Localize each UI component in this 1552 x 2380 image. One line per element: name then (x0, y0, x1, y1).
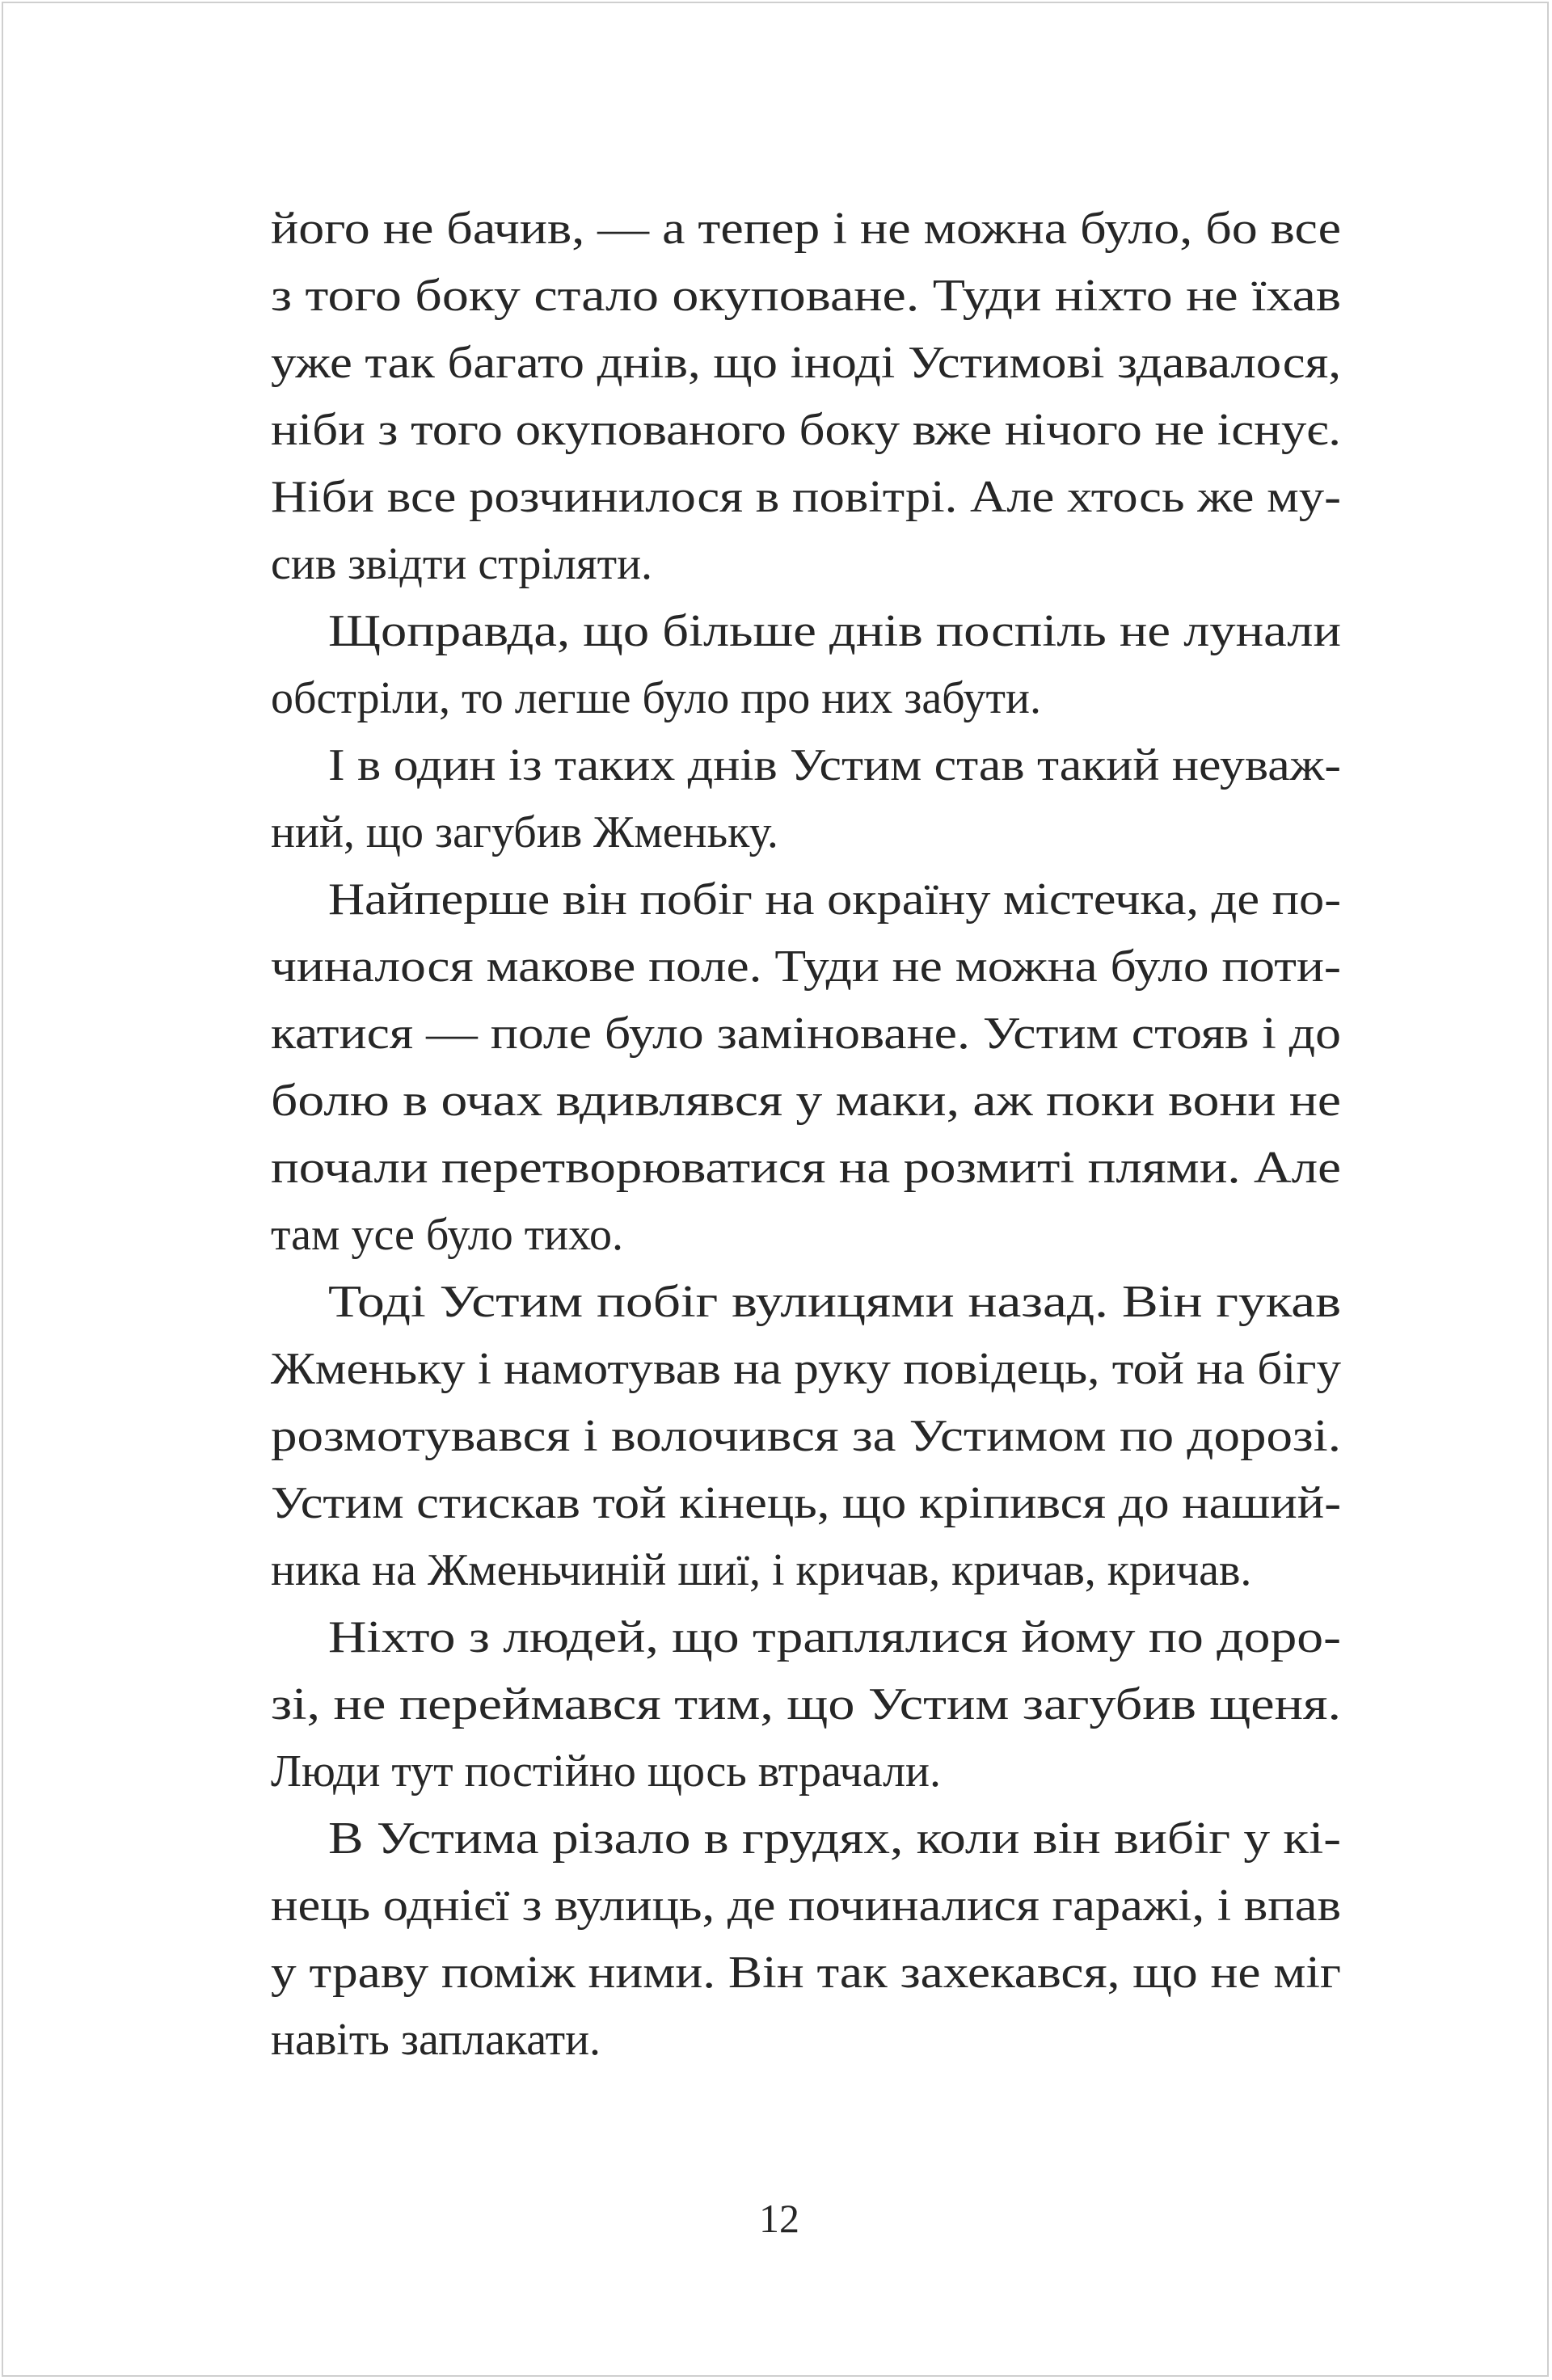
text-line (271, 1068, 1341, 1135)
text-line-content: у траву поміж ними. Він так захекався, що не міг (271, 1948, 1341, 1998)
text-line (271, 1470, 1341, 1537)
text-line (271, 330, 1341, 397)
text-line-content: Тоді Устим побіг вулицями назад. Він гукав (328, 1277, 1341, 1327)
text-line (271, 1872, 1341, 1940)
text-line-content: І в один із таких днів Устим став такий неуваж- (328, 740, 1341, 790)
text-line-content: В Устима різало в грудях, коли він вибіг у кі- (328, 1813, 1341, 1864)
page-number: 12 (759, 2196, 799, 2241)
text-line-content: чиналося макове поле. Туди не можна було поти- (271, 941, 1341, 992)
text-line-content: ніби з того окупованого боку вже нічого не існує. (271, 405, 1341, 455)
body-text (271, 196, 1341, 2074)
text-line-content: ний, що загубив Жменьку. (271, 807, 778, 857)
text-line-content: Найперше він побіг на окраїну містечка, де по- (328, 874, 1341, 925)
text-line-content: навіть заплакати. (271, 2015, 601, 2065)
text-line-content: нець однієї з вулиць, де починалися гаражі, і впав (271, 1881, 1341, 1931)
text-line-content: розмотувався і волочився за Устимом по дорозі. (271, 1411, 1341, 1461)
text-line (271, 1671, 1341, 1738)
text-line-content: зі, не переймався тим, що Устим загубив щеня. (271, 1679, 1341, 1729)
text-line (271, 732, 1341, 799)
text-line (271, 464, 1341, 531)
text-line-content: його не бачив, — а тепер і не можна було, бо все (271, 204, 1341, 254)
text-line-content: Жменьку і намотував на руку повідець, той на бігу (271, 1344, 1342, 1394)
text-line (271, 1135, 1341, 1202)
text-line-content: Ніби все розчинилося в повітрі. Але хтось же му- (271, 472, 1341, 522)
text-line (271, 1738, 1341, 1805)
text-line (271, 2007, 1341, 2074)
text-line (271, 1604, 1341, 1671)
text-line (271, 1537, 1341, 1604)
text-line (271, 531, 1341, 598)
text-line (271, 665, 1341, 732)
text-line-content: ника на Жменьчиній шиї, і кричав, кричав, кричав. (271, 1545, 1252, 1595)
text-line (271, 866, 1341, 933)
text-line-content: почали перетворюватися на розмиті плями. Але (271, 1143, 1341, 1193)
text-line (271, 1805, 1341, 1872)
book-page (2, 2, 1549, 2377)
text-line-content: Люди тут постійно щось втрачали. (271, 1746, 941, 1797)
text-line-content: Устим стискав той кінець, що кріпився до наший- (271, 1478, 1341, 1528)
text-line-content: з того боку стало окуповане. Туди ніхто не їхав (271, 271, 1341, 321)
text-line (271, 1000, 1341, 1068)
text-line-content: обстріли, то легше було про них забути. (271, 673, 1041, 723)
text-line (271, 1336, 1341, 1403)
text-line-content: болю в очах вдивлявся у маки, аж поки вони не (271, 1076, 1341, 1126)
text-line-content: сив звідти стріляти. (271, 539, 653, 589)
text-line (271, 1202, 1341, 1269)
text-line-content: там усе було тихо. (271, 1210, 623, 1260)
text-line (271, 397, 1341, 464)
text-line (271, 598, 1341, 665)
text-line (271, 933, 1341, 1000)
text-line-content: Ніхто з людей, що траплялися йому по доро- (328, 1612, 1341, 1662)
text-line (271, 799, 1341, 866)
text-line-content: уже так багато днів, що іноді Устимові здавалося, (271, 338, 1341, 388)
text-line-content: катися — поле було заміноване. Устим стояв і до (271, 1009, 1341, 1059)
text-line (271, 1403, 1341, 1470)
text-line (271, 196, 1341, 263)
text-line (271, 1940, 1341, 2007)
text-line-content: Щоправда, що більше днів поспіль не лунали (328, 606, 1341, 656)
text-line (271, 263, 1341, 330)
text-line (271, 1269, 1341, 1336)
